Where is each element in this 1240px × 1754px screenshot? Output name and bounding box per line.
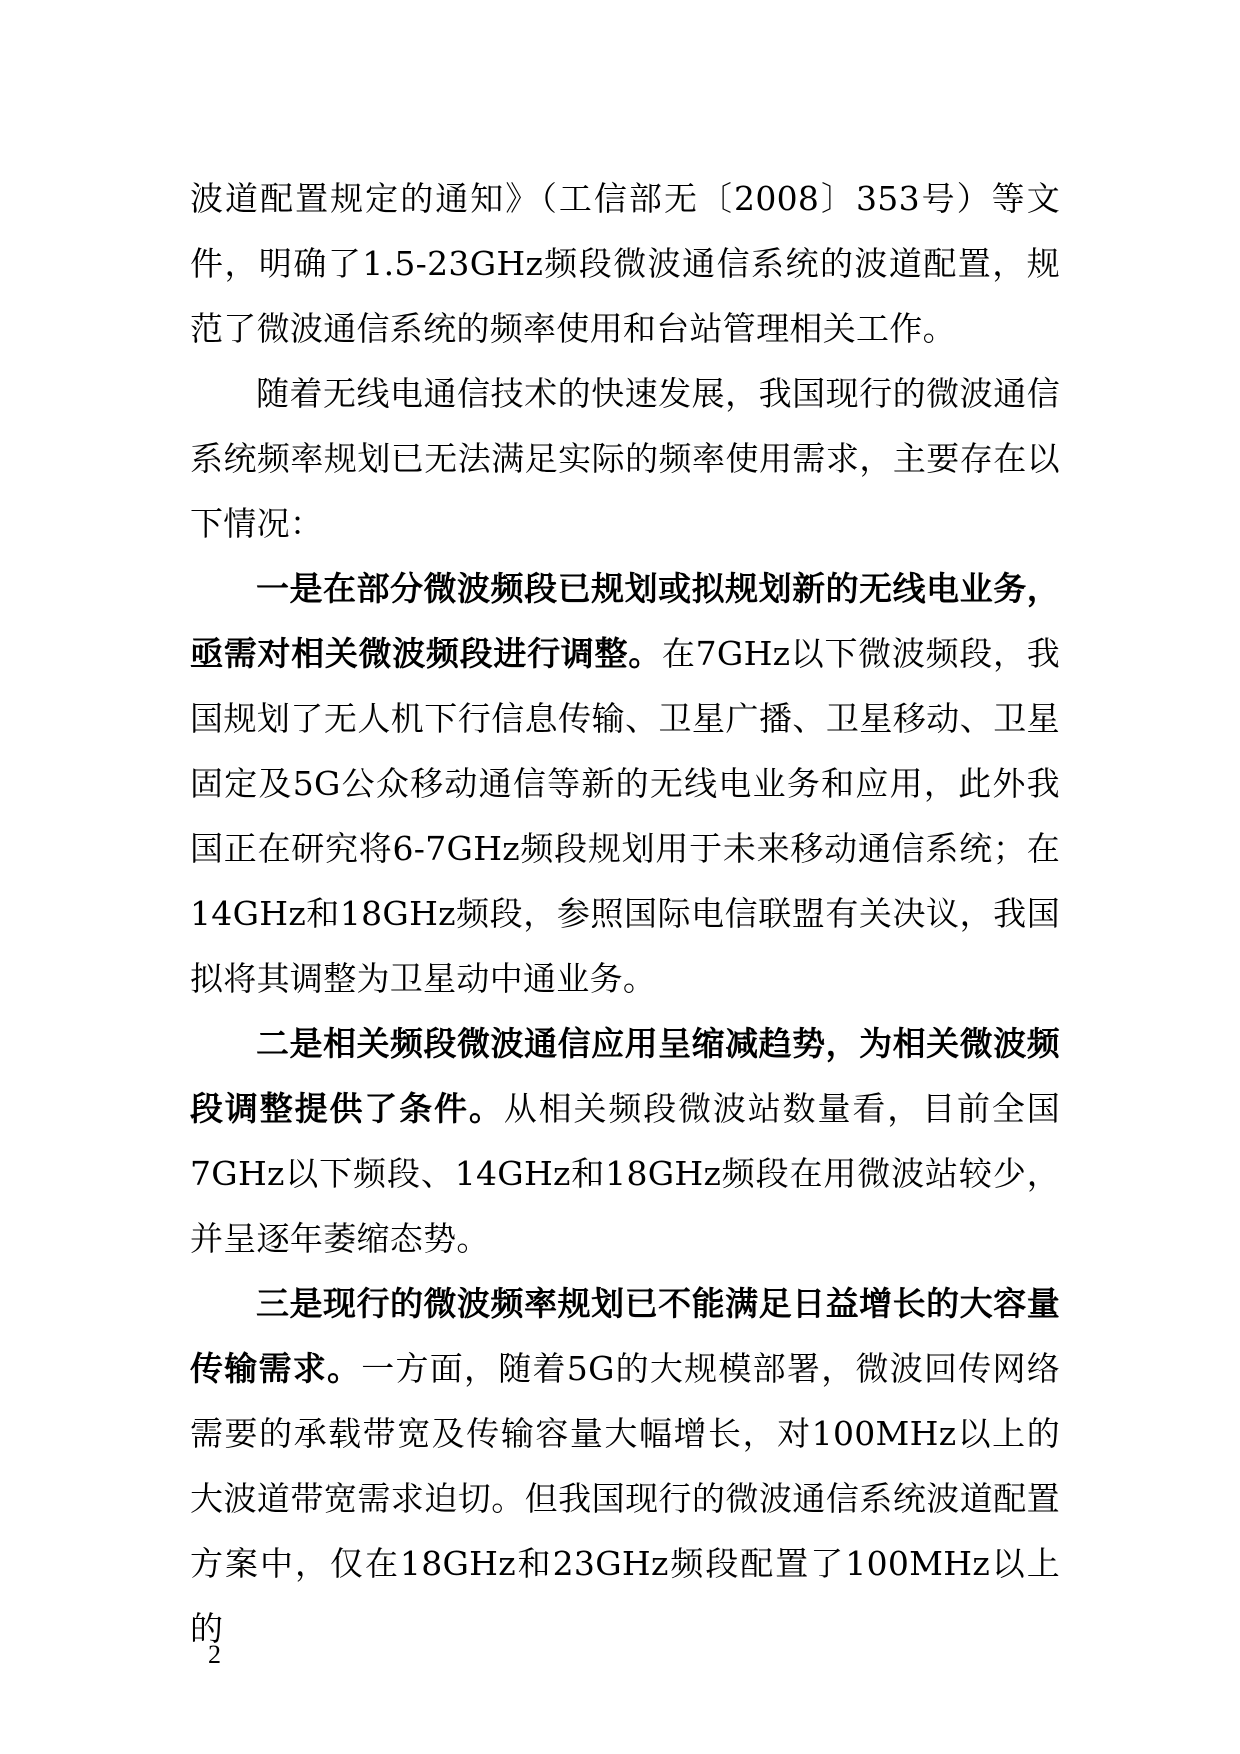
paragraph-point-one [190, 556, 1060, 1011]
paragraph-lead: 二是相关频段微波通信应用呈缩减趋势，为相关微波频段调整提供了条件。 [190, 1024, 1060, 1128]
paragraph-text: 波道配置规定的通知》（工信部无〔2008〕353号）等文件，明确了1.5-23GHz频段微波通信系统的波道配置，规范了微波通信系统的频率使用和台站管理相关工作。 [190, 179, 1060, 348]
paragraph-background [190, 361, 1060, 556]
paragraph-text: 一方面，随着5G的大规模部署，微波回传网络需要的承载带宽及传输容量大幅增长，对100MHz以上的大波道带宽需求迫切。但我国现行的微波通信系统波道配置方案中，仅在18GHz和23GHz频段配置了100MHz以上的 [190, 1349, 1060, 1648]
paragraph-text: 从相关频段微波站数量看，目前全国7GHz以下频段、14GHz和18GHz频段在用微波站较少，并呈逐年萎缩态势。 [190, 1089, 1060, 1258]
body-text [190, 166, 1060, 1661]
paragraph-lead: 一是在部分微波频段已规划或拟规划新的无线电业务，亟需对相关微波频段进行调整。 [190, 569, 1060, 673]
paragraph-lead: 三是现行的微波频率规划已不能满足日益增长的大容量传输需求。 [190, 1284, 1060, 1388]
page-number: 2 [208, 1640, 221, 1669]
paragraph-point-three [190, 1271, 1060, 1661]
paragraph-continuation [190, 166, 1060, 361]
paragraph-point-two [190, 1011, 1060, 1271]
paragraph-text: 随着无线电通信技术的快速发展，我国现行的微波通信系统频率规划已无法满足实际的频率使用需求，主要存在以下情况： [190, 374, 1060, 543]
paragraph-text: 在7GHz以下微波频段，我国规划了无人机下行信息传输、卫星广播、卫星移动、卫星固定及5G公众移动通信等新的无线电业务和应用，此外我国正在研究将6-7GHz频段规划用于未来移动通信系统；在14GHz和18GHz频段，参照国际电信联盟有关决议，我国拟将其调整为卫星动中通业务。 [190, 634, 1061, 998]
